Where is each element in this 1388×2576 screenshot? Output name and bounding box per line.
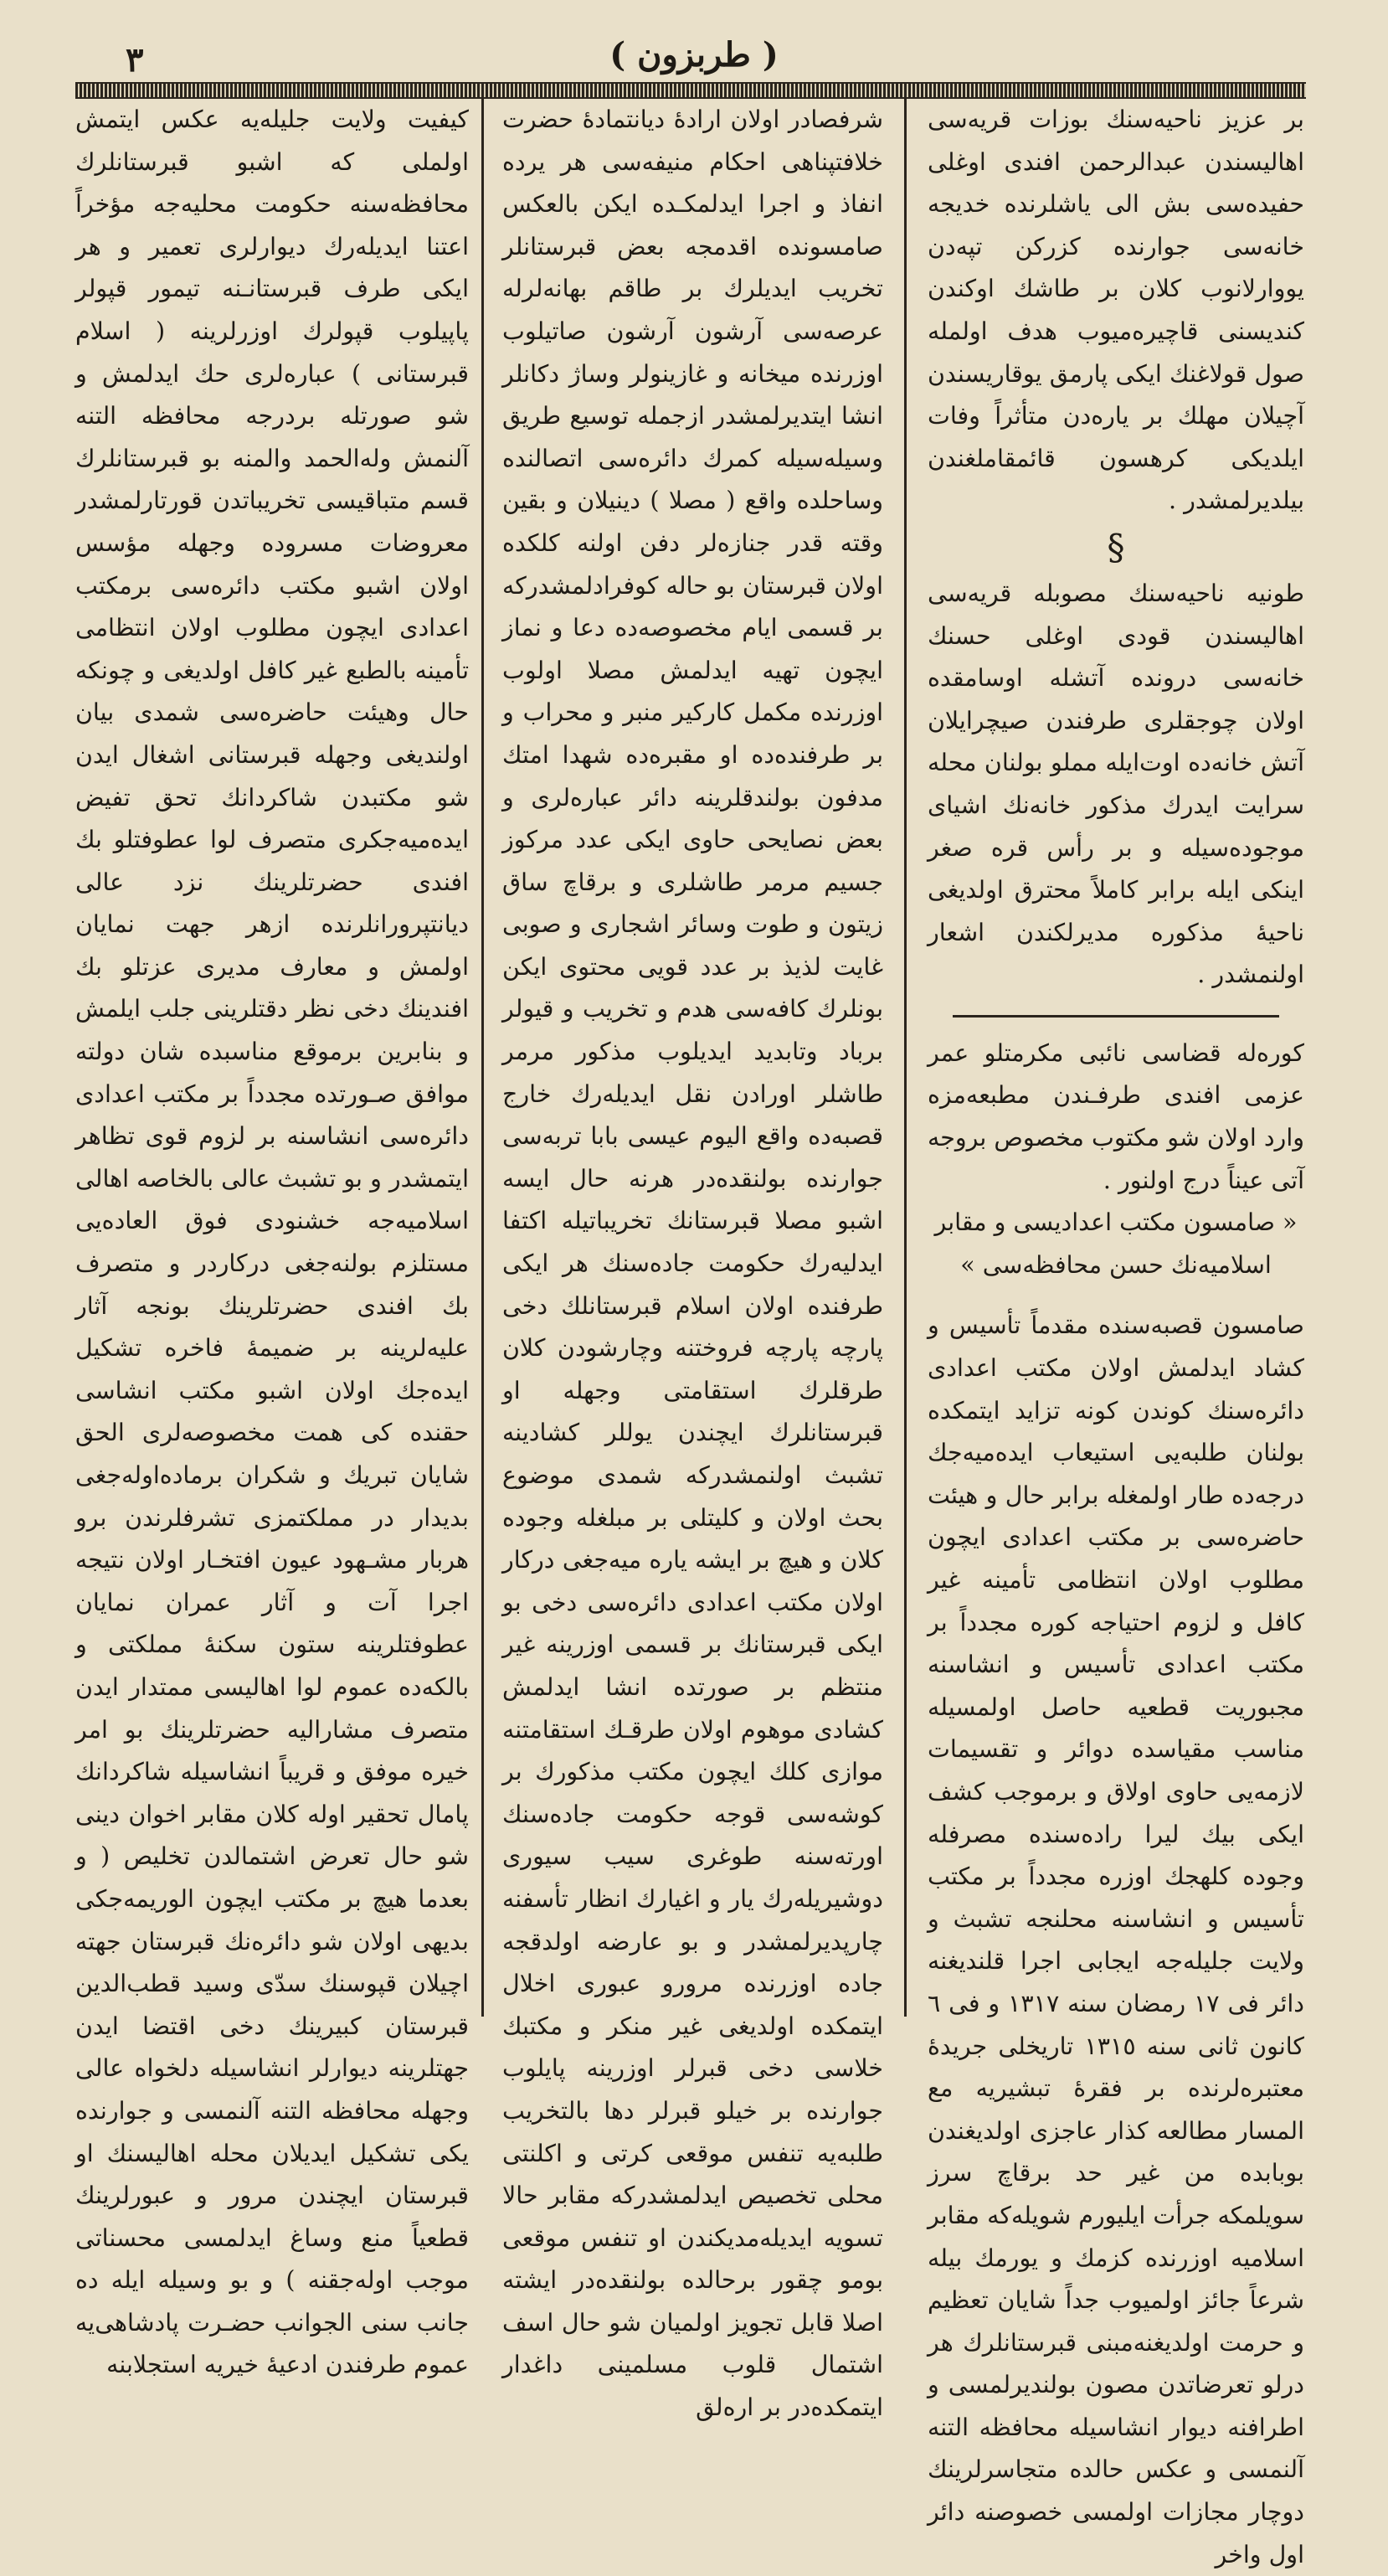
column-middle: [502, 99, 883, 2422]
news-item-bozat-village: بر عزیز ناحیه‌سنك بوزات قریه‌سی اهالیسندن عبدالرحمن افندی اوغلی حفیده‌سی بش الی یاشلرنده خدیجه خانه‌سی جوارنده كزركن تپه‌دن یووارلانوب كلان بر طاشك اوكندن كندیسنی قاچیره‌میوب هدف اولمله صول قولاغنك ایكی پارمق یوقاریسندن آچیلان مهلك بر یاره‌دن متأثراً وفات ایلدیكی كرهسون قائمقاملغندن بیلدیرلمشدر .: [928, 106, 1304, 515]
news-item-tonya-fire: طونیه ناحیه‌سنك مصوبله قریه‌سی اهالیسندن قودی اوغلی حسنك خانه‌سی درونده آتشله اوسامقده اولان چوجقلری طرفندن صیچرایلان آتش خانه‌ده اوت‌ایله مملو بولنان محله سرایت ایدرك مذكور خانه‌نك اشیای موجوده‌سیله و بر رأس قره صغر اینكی ایله برابر كاملاً محترق اولدیغی ناحیهٔ مذكوره مدیرلكندن اشعار اولنمشدر .: [928, 579, 1304, 989]
ornamental-header-rule: [75, 82, 1306, 99]
page-number: ٣: [126, 40, 144, 80]
section-divider: [953, 1015, 1279, 1018]
letter-intro: كوره‌له قضاسی نائبی مكرمتلو عمر عزمی افندی طرفـندن مطبعه‌مزه وارد اولان شو مكتوب مخصوص بروجه آتی عیناً درج اولنور .: [928, 1038, 1304, 1194]
article-heading-line-2: اسلامیه‌نك حسن محافظه‌سی »: [960, 1250, 1272, 1279]
article-body-start: صامسون قصبه‌سنده مقدماً تأسیس و كشاد ایدلمش اولان مكتب اعدادی دائره‌سنك كوندن كونه تزاید ایتمكده بولنان طلبه‌یی استیعاب ایده‌میه‌جك درجه‌ده طار اولمغله برابر حال و هیئت حاضره‌سی بر مكتب اعدادی ایچون مطلوب اولان انتظامی تأمینه غیر كافل و لزوم احتیاجه كوره مجدداً بر مكتب اعدادی تأسیس و انشاسنه مجبوریت قطعیه حاصل اولمسیله مناسب مقیاسده دوائر و تقسیمات لازمه‌یی حاوی اولاق و برموجب كشف ایكی بیك لیرا راده‌سنده مصرفله وجوده كلهجك اوزره مجدداً بر مكتب تأسیس و انشاسنه محلنجه تشبث و ولایت جلیله‌جه ایجابی اجرا قلندیغنه دائر فی ١٧ رمضان سنه ١٣١٧ و فی ٦ كانون ثانی سنه ١٣١٥ تاریخلی جریدهٔ معتبره‌لرنده بر فقرهٔ تبشیریه مع المسار مطالعه كذار عاجزی اولدیغندن بوبابده من غیر حد برقاچ سرز سویلمكه جرأت ایلیورم شویله‌كه مقابر اسلامیه اوزرنده كزمك و یورمك بیله شرعاً جائز اولمیوب جداً شایان تعظیم و حرمت اولدیغنه‌مبنی قبرستانلرك هر درلو تعرضاتدن مصون بولندیرلمسی و اطرافنه دیوار انشاسیله محافظه التنه آلنمسی و عكس حالده متجاسرلرینك دوچار مجازات اولمسی خصوصنه دائر اول واخر: [928, 1311, 1305, 2568]
column-divider-left: [481, 99, 484, 2017]
column-right: [928, 99, 1305, 2568]
column-divider-right: [904, 99, 907, 2017]
newspaper-title: ( طربزون ): [609, 35, 779, 75]
article-body-continued: شرفصادر اولان ارادهٔ دیانتمادهٔ حضرت خلافتپناهی احكام منیفه‌سی هر یرده انفاذ و اجرا ایدلمكـده ایكن بالعكس صامسونده اقدمجه بعض قبرستانلر تخریب ایدیلرك بر طاقم بهانه‌لرله عرصه‌سی آرشون آرشون صاتیلوب اوزرنده میخانه و غازینولر وساژ دكانلر انشا ایتدیرلمشدر ازجمله توسیع طریق وسیله‌سیله كمرك دائره‌سی اتصالنده وساحلده واقع ( مصلا ) دینیلان و بقین وقته قدر جنازه‌لر دفن اولنه كلكده اولان قبرستان بو حاله كوفرادلمشدركه بر قسمی ایام مخصوصه‌ده دعا و نماز ایچون تهیه ایدلمش مصلا اولوب اوزرنده مكمل كاركیر منبر و محراب و بر طرفنده‌ده او مقبره‌ده شهدا امتك مدفون بولندقلرینه دائر عباره‌لری و بعض نصایحی حاوی ایكی عدد مركوز جسیم مرمر طاشلری و برقاچ ساق زیتون و طوت وسائر اشجاری و صوبی غایت لذیذ بر عدد قویی محتوی ایكن بونلرك كافه‌سی هدم و تخریب و قیولر برباد وتابدید ایدیلوب مذكور مرمر طاشلر اورادن نقل ایدیله‌رك خارج قصبه‌ده واقع الیوم عیسی بابا تربه‌سی جوارنده بولنقده‌در هرنه حال ایسه اشبو مصلا قبرستانك تخریباتیله اكتفا ایدلیه‌رك حكومت جاده‌سنك هر ایكی طرفنده اولان اسلام قبرستانلك دخی پارچه پارچه فروختنه وچارشودن كلان طرقلرك استقامتی وجهله او قبرستانلرك ایچندن یوللر كشادینه تشبث اولنمشدركه شمدی موضوع بحث اولان و كلیتلی بر مبلغله وجوده كلان و هیچ بر ایشه یاره میه‌جغی دركار اولان مكتب اعدادی دائره‌سی دخی بو ایكی قبرستانك بر قسمی اوزرینه غیر منتظم بر صورتده انشا ایدلمش كشادی موهوم اولان طرقـك استقامتنه موازی كلك ایچون مكتب مذكورك بر كوشه‌سی قوجه حكومت جاده‌سنك اورته‌سنه طوغری سیب سیوری دوشیریله‌رك یار و اغیارك انظار تأسفنه چارپدیرلمشدر و بو عارضه اولدقجه جاده اوزرنده مرورو عبوری اخلال ایتمكده اولدیغی غیر منكر و مكتبك خلاسی دخی قبرلر اوزرینه پایلوب جوارنده بر خیلو قبرلر دها بالتخریب طلبه‌یه تنفس موقعی كرتی و اكلنتی محلی تخصیص ایدلمشدركه مقابر حالا تسویه ایدیله‌مدیكندن او تنفس موقعی بومو چقور برحالده بولنقده‌در ایشته اصلا قابل تجویز اولمیان شو حال اسف اشتمال قلوب مسلمینی داغدار ایتمكده‌در بر اره‌لق: [502, 106, 883, 2422]
article-heading-line-1: « صامسون مكتب اعدادیسی و مقابر: [934, 1208, 1298, 1237]
section-mark: §: [1107, 526, 1125, 568]
spacer: [928, 1286, 1304, 1305]
article-body-end: كیفیت ولایت جلیله‌یه عكس ایتمش اولملی كه اشبو قبرستانلرك محافظه‌سنه حكومت محلیه‌جه مؤخراً اعتنا ایدیله‌رك دیوارلری تعمیر و هر ایكی طرف قبرستانـنه تیمور قپولر پاپیلوب قپولرك اوزرلرینه ( اسلام قبرستانی ) عباره‌لری حك ایدلمش و شو صورتله بردرجه محافظه التنه آلنمش وله‌الحمد والمنه بو قبرستانلرك قسم متباقیسی تخریباتدن قورتارلمشدر معروضات مسروده وجهله مؤسس اولان اشبو مكتب دائره‌سی برمكتب اعدادی ایچون مطلوب اولان انتظامی تأمینه بالطبع غیر كافل اولدیغی و چونكه حال وهیئت حاضره‌سی شمدی بیان اولندیغی وجهله قبرستانی اشغال ایدن شو مكتبدن شاكردانك تحق تفیض ایده‌میه‌جكری متصرف لوا عطوفتلو بك افندی حضرتلرینك نزد عالی دیانتپرورانلرنده ازهر جهت نمایان اولمش و معارف مدیری عزتلو بك افندینك دخی نظر دقتلرینی جلب ایلمش و بنابرین برموقع مناسبده شان دولته موافق صـورتده مجدداً بر مكتب اعدادی دائره‌سی انشاسنه بر لزوم قوی تظاهر ایتمشدر و بو تشبث عالی بالخاصه اهالی اسلامیه‌جه خشنودی فوق العاده‌یی مستلزم بولنه‌جغی دركاردر و متصرف بك افندی حضرتلرینك بونجه آثار علیه‌لرینه بر ضمیمهٔ فاخره تشكیل ایده‌جك اولان اشبو مكتب انشاسی حقنده كی همت مخصوصه‌لری الحق شایان تبریك و شكران برماده‌اوله‌جغی بدیدار در مملكتمزی تشرفلرندن برو هربار مشـهود عیون افتخـار اولان نتیجه اجرا آت و آثار عمران نمایان عطوفتلرینه ستون سكنهٔ مملكتی و بالكه‌ده عموم لوا اهالیسی ممتدار ایدن متصرف مشارالیه حضرتلرینك بو امر خیره موفق و قریباً انشاسیله شاكردانك پامال تحقیر اوله كلان مقابر اخوان دینی شو حال تعرض اشتمالدن تخلیص ( و بعدما هیچ بر مكتب ایچون الوریمه‌جكی بدیهی اولان شو دائره‌نك قبرستان جهته اچیلان قپوسنك سدّی وسید قطب‌الدین قبرستان كبیرینك دخی اقتضا ایدن جهتلرینه دیوارلر انشاسیله دلخواه عالی وجهله محافظه التنه آلنمسی و جوارنده یكی تشكیل ایدیلان محله اهالیسنك او قبرستان ایچندن مرور و عبورلرینك قطعیاً منع وساغ ایدلمسی محسناتی موجب اوله‌جقنه ) و بو وسیله ایله ده جانب سنی الجوانب حضـرت پادشاهی‌یه عموم طرفندن ادعیهٔ خیریه استجلابنه: [75, 106, 469, 2379]
column-left: [75, 99, 469, 2379]
